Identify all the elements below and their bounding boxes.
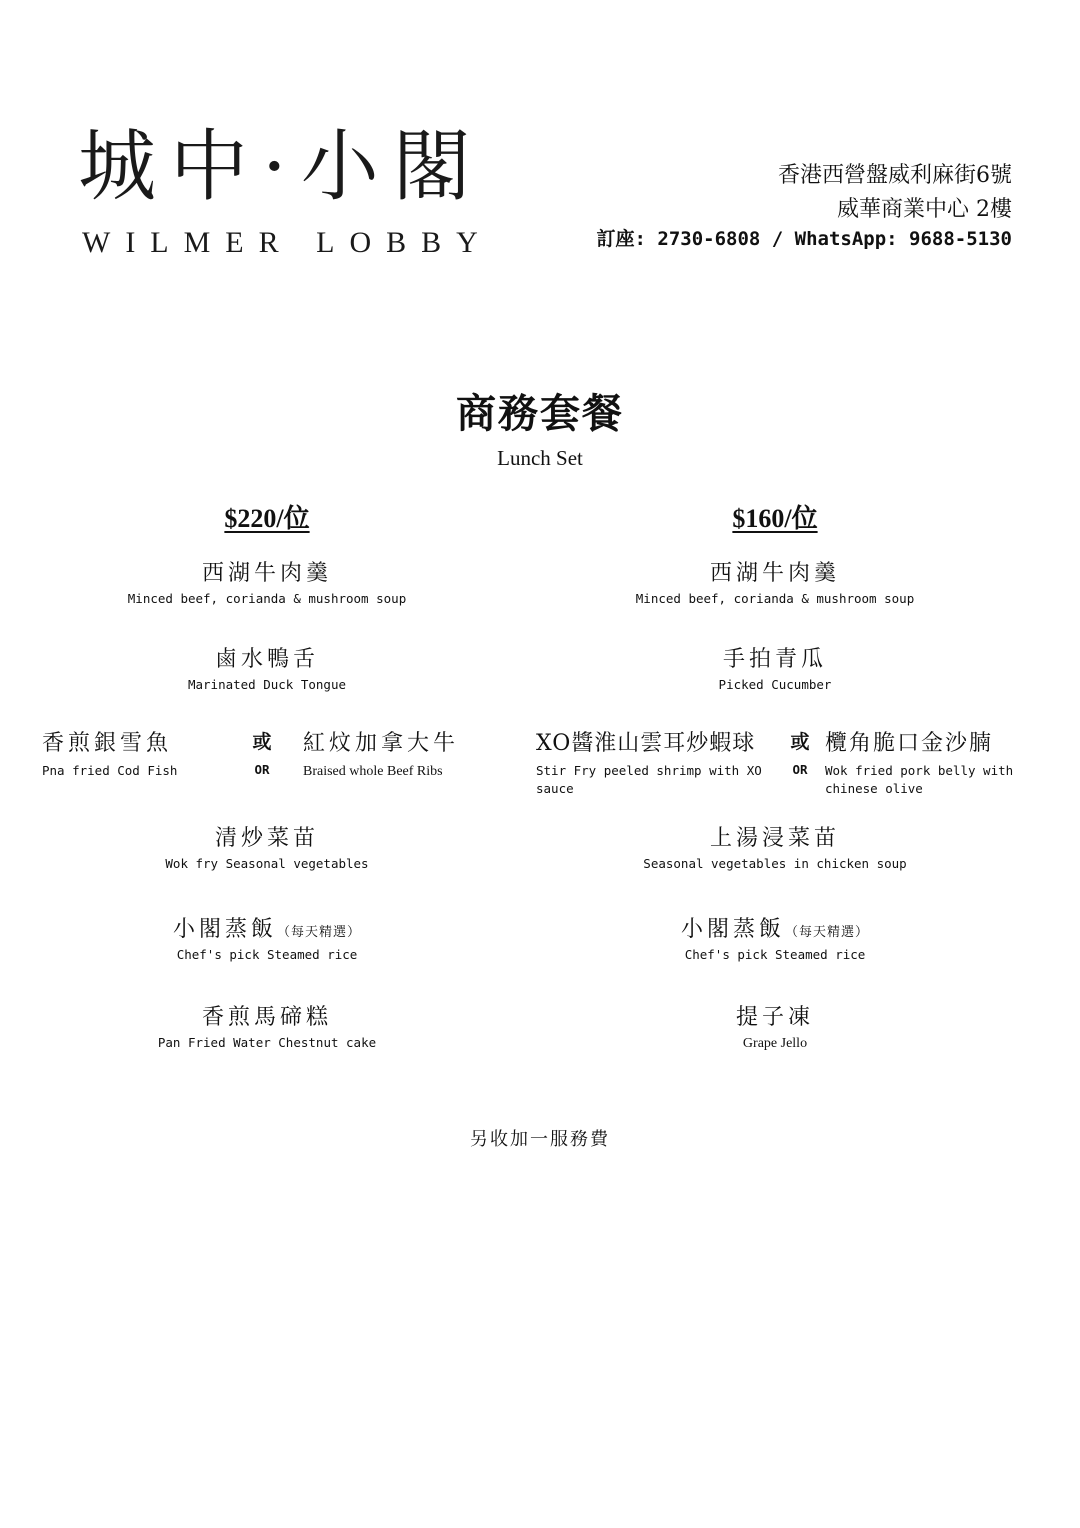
or-english: OR <box>792 761 808 777</box>
dish-name-cn: 手拍青瓜 <box>722 647 827 672</box>
set-menu-220 <box>42 500 487 1080</box>
dish-name-en: Chef's pick Steamed rice <box>684 947 866 963</box>
menu-title-chinese: 商務套餐 <box>456 390 624 437</box>
dish-soup <box>555 562 995 608</box>
dish-name-en: Seasonal vegetables in chicken soup <box>643 856 907 872</box>
rice-note: （每天精選） <box>785 925 870 940</box>
dish-name-en: Pan Fried Water Chestnut cake <box>157 1035 377 1051</box>
dish-soup <box>47 562 487 608</box>
rice-name: 小閣蒸飯 <box>680 917 785 942</box>
dish-name-en: Minced beef, corianda & mushroom soup <box>635 591 915 607</box>
dish-name-en: Pna fried Cod Fish <box>42 763 178 779</box>
dish-vegetable <box>555 827 995 873</box>
address-line-1: 香港西營盤威利麻街6號 <box>778 163 1012 188</box>
dish-name-en: Braised whole Beef Ribs <box>303 764 443 780</box>
logo-english: WILMER LOBBY <box>82 226 493 259</box>
dish-name-cn: 西湖牛肉羹 <box>709 561 840 586</box>
main-course-choice <box>42 731 487 802</box>
dish-appetizer <box>555 648 995 694</box>
dish-name-cn <box>47 918 487 942</box>
dish-name-cn: 清炒菜苗 <box>214 826 319 851</box>
or-chinese: 或 <box>790 731 810 753</box>
dish-name-cn: 西湖牛肉羹 <box>201 561 332 586</box>
dish-vegetable <box>47 827 487 873</box>
dish-name-en: Picked Cucumber <box>718 677 832 693</box>
dish-name-cn: 香煎銀雪魚 <box>42 731 173 756</box>
dish-name-cn <box>555 918 995 942</box>
dish-dessert <box>47 1006 487 1052</box>
or-separator <box>785 732 815 777</box>
or-english: OR <box>254 761 270 777</box>
booking-contact: 訂座: 2730-6808 / WhatsApp: 9688-5130 <box>596 228 1012 250</box>
main-option-b <box>825 732 1015 797</box>
dish-name-en: Chef's pick Steamed rice <box>176 947 358 963</box>
dish-name-en: Stir Fry peeled shrimp with XO sauce <box>536 763 762 796</box>
main-option-b <box>303 732 493 782</box>
dish-name-en: Wok fried pork belly with chinese olive <box>825 763 1014 796</box>
dish-appetizer <box>47 648 487 694</box>
dish-name-en: Marinated Duck Tongue <box>187 677 347 693</box>
rice-note: （每天精選） <box>277 925 362 940</box>
dish-name-cn: XO醬淮山雲耳炒蝦球 <box>536 731 756 756</box>
or-separator <box>247 732 277 777</box>
set-price: $220/位 <box>224 504 310 533</box>
dish-name-en: Grape Jello <box>742 1036 808 1052</box>
dish-name-en: Wok fry Seasonal vegetables <box>165 856 369 872</box>
rice-name: 小閣蒸飯 <box>172 917 277 942</box>
main-option-a <box>536 732 776 797</box>
address-line-2: 威華商業中心 2樓 <box>837 197 1012 222</box>
or-chinese: 或 <box>252 731 272 753</box>
logo-chinese: 城中·小閣 <box>78 122 485 212</box>
dish-name-cn: 提子凍 <box>735 1005 814 1030</box>
service-charge-note: 另收加一服務費 <box>470 1129 610 1150</box>
dish-name-cn: 紅炆加拿大牛 <box>303 731 460 756</box>
dish-rice <box>555 918 995 964</box>
dish-name-cn: 上湯浸菜苗 <box>709 826 840 851</box>
set-price: $160/位 <box>732 504 818 533</box>
dish-rice <box>47 918 487 964</box>
menu-title-english: Lunch Set <box>497 446 583 470</box>
dish-name-en: Minced beef, corianda & mushroom soup <box>127 591 407 607</box>
dish-name-cn: 欖角脆口金沙腩 <box>825 731 994 756</box>
dish-dessert <box>555 1006 995 1054</box>
dish-name-cn: 鹵水鴨舌 <box>214 647 319 672</box>
dish-name-cn: 香煎馬碲糕 <box>201 1005 332 1030</box>
main-course-choice <box>536 731 1014 802</box>
main-option-a <box>42 732 192 780</box>
set-menu-160 <box>536 500 1014 1080</box>
